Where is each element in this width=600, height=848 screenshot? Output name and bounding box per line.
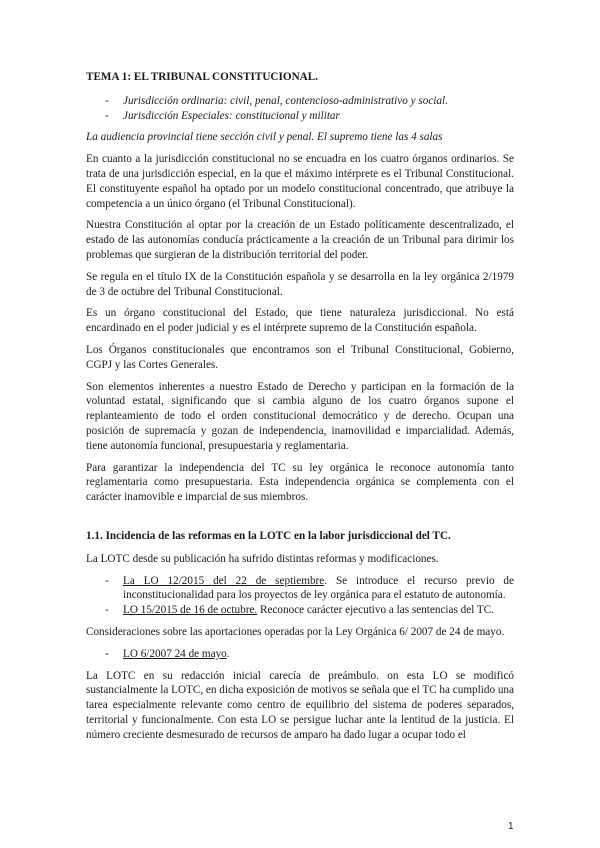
- considerations-paragraph: Consideraciones sobre las aportaciones operadas por la Ley Orgánica 6/ 2007 de 24 de mayo.: [86, 625, 505, 638]
- law-reference: La LO 12/2015 del 22 de septiembre: [123, 574, 325, 587]
- paragraph: Se regula en el título IX de la Constitución española y se desarrolla en la ley orgánica 2/1979 de 3 de octubre del Tribunal Constitucional.: [86, 270, 514, 298]
- paragraph: Es un órgano constitucional del Estado, que tiene naturaleza jurisdiccional. No está encardinado en el poder judicial y es el intérprete supremo de la Constitución española.: [86, 307, 514, 335]
- paragraph: Para garantizar la independencia del TC su ley orgánica le reconoce autonomía tanto reglamentaria como presupuestaria. Esta independencia orgánica se complementa con el carácter inamovible e imparcial de sus miembros.: [86, 461, 514, 504]
- list-item: - LO 6/2007 24 de mayo.: [105, 647, 230, 660]
- paragraph: Nuestra Constitución al optar por la creación de un Estado políticamente descentralizado, el estado de las autonomías conducía prácticamente a la creación de un Tribunal para dirimir los problemas que surgieran de la distribución territorial del poder.: [86, 219, 514, 261]
- law-reference: LO 6/2007 24 de mayo: [123, 647, 227, 660]
- audiencia-note: La audiencia provincial tiene sección civil y penal. El supremo tiene las 4 salas: [86, 131, 443, 144]
- paragraph: En cuanto a la jurisdicción constitucional no se encuadra en los cuatro órganos ordinarios. Se trata de una jurisdicción especial, en la que el máximo intérprete es el Tribunal Constitucional. El constituyente español ha optado por un modelo constitucional concentrado, que atribuye la competencia a un único órgano (el Tribunal Constitucional).: [86, 153, 514, 210]
- page-title: TEMA 1: EL TRIBUNAL CONSTITUCIONAL.: [86, 71, 318, 83]
- reform-list: [86, 574, 514, 618]
- paragraph: La LOTC en su redacción inicial carecía de preámbulo. on esta LO se modificó sustancialmente la LOTC, en dicha exposición de motivos se señala que el TC ha cumplido una tarea especialmente relevante como centro de equilibrio del sistema de poderes separados, territorial y funcionalmente. Con esta LO se persigue luchar ante la lentitud de la justicia. El número creciente desmesurado de recursos de amparo ha dado lugar a ocupar todo el: [86, 669, 514, 741]
- section-intro: La LOTC desde su publicación ha sufrido distintas reformas y modificaciones.: [86, 552, 439, 565]
- page-content: [86, 70, 514, 749]
- law-reference: LO 15/2015 de 16 de octubre.: [123, 604, 258, 617]
- page-number: 1: [508, 821, 514, 832]
- list-item: - LO 15/2015 de 16 de octubre. Reconoce carácter ejecutivo a las sentencias del TC.: [105, 604, 495, 617]
- section-heading: 1.1. Incidencia de las reformas en la LOTC en la labor jurisdiccional del TC.: [86, 529, 451, 542]
- list-item: - Jurisdicción ordinaria: civil, penal, contencioso-administrativo y social.: [105, 94, 448, 107]
- paragraph: Los Órganos constitucionales que encontramos son el Tribunal Constitucional, Gobierno, CGPJ y las Cortes Generales.: [86, 343, 514, 371]
- list-item: - La LO 12/2015 del 22 de septiembre. Se introduce el recurso previo de inconstitucionalidad para los proyectos de ley orgánica para el estatuto de autonomía.: [105, 574, 514, 602]
- jurisdiction-list: [86, 94, 514, 124]
- paragraph: Son elementos inherentes a nuestro Estado de Derecho y participan en la formación de la voluntad estatal, significando que si cambia alguno de los cuatro órganos supone el replanteamiento de todo el orden constitucional democrático y de derecho. Ocupan una posición de supremacía y gozan de independencia, inamovilidad e imparcialidad. Además, tiene autonomía funcional, presupuestaria y reglamentaria.: [86, 380, 514, 452]
- list-item: - Jurisdicción Especiales: constitucional y militar: [105, 109, 340, 122]
- lo-2007-list: [86, 647, 514, 662]
